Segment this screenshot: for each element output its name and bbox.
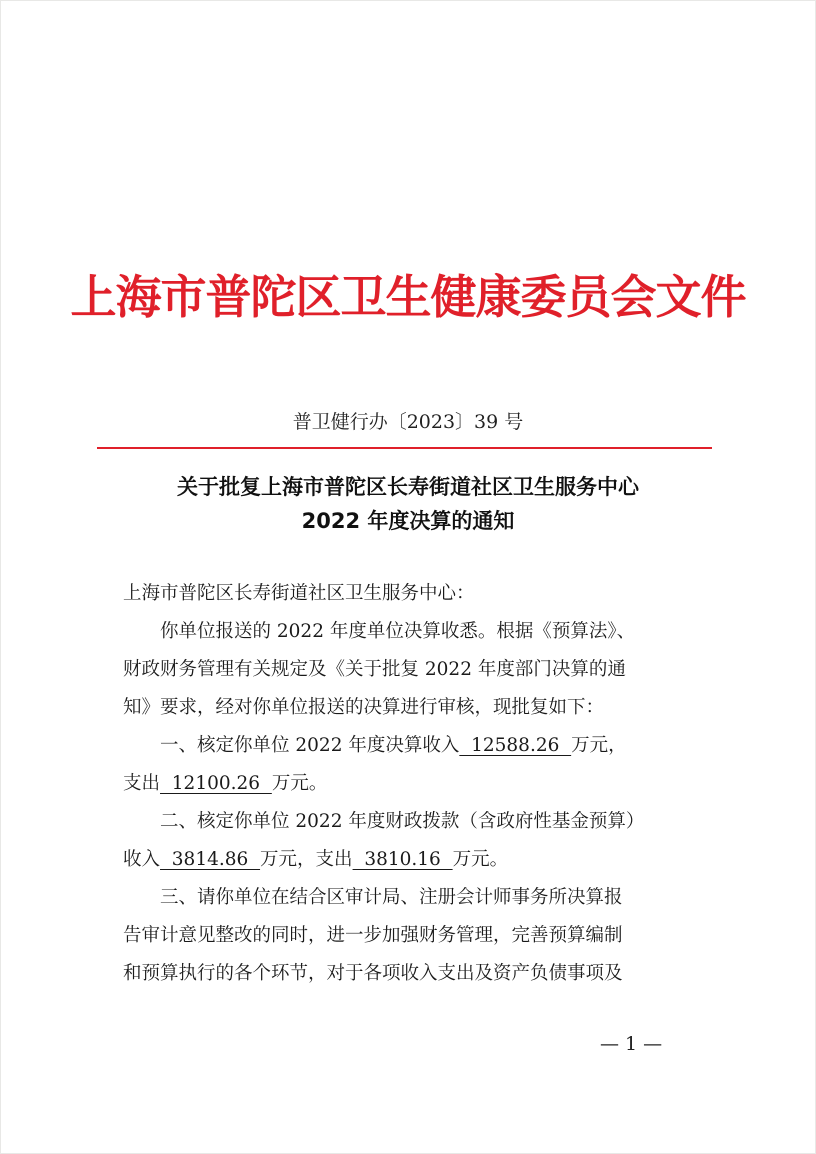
- paragraph-4-line-1: 三、请你单位在结合区审计局、注册会计师事务所决算报: [160, 887, 623, 908]
- paragraph-4-line-3: 和预算执行的各个环节，对于各项收入支出及资产负债事项及: [123, 963, 623, 984]
- red-divider: [97, 447, 712, 449]
- title-line-1: 关于批复上海市普陀区长寿街道社区卫生服务中心: [177, 475, 639, 499]
- paragraph-3-text-d: 万元。: [452, 849, 509, 870]
- paragraph-2-text-c: 支出: [123, 773, 161, 794]
- paragraph-2-text-b: 万元，: [571, 735, 627, 756]
- issuer-header: 上海市普陀区卫生健康委员会文件: [70, 270, 746, 324]
- total-expense-value: 12100.26: [160, 773, 272, 794]
- paragraph-3-line-2: [123, 841, 723, 879]
- paragraph-1-line-2: 财政财务管理有关规定及《关于批复 2022 年度部门决算的通: [123, 659, 626, 680]
- document-body: [123, 575, 723, 993]
- paragraph-3-line-1: 二、核定你单位 2022 年度财政拨款（含政府性基金预算）: [160, 811, 645, 832]
- paragraph-2-text-a: 一、核定你单位 2022 年度决算收入: [160, 735, 460, 756]
- paragraph-2-line-1: [123, 727, 723, 765]
- paragraph-1-line-1: 你单位报送的 2022 年度单位决算收悉。根据《预算法》、: [160, 621, 636, 642]
- page-number: — 1 —: [600, 1033, 663, 1055]
- paragraph-1-line-3: 知》要求，经对你单位报送的决算进行审核，现批复如下：: [123, 697, 605, 718]
- paragraph-4-line-2: 告审计意见整改的同时，进一步加强财务管理，完善预算编制: [123, 925, 623, 946]
- total-income-value: 12588.26: [459, 735, 572, 756]
- title-line-2: 2022 年度决算的通知: [301, 509, 515, 533]
- paragraph-3-text-c: 万元，支出: [260, 849, 353, 870]
- paragraph-2-line-2: [123, 765, 723, 803]
- document-number: 普卫健行办〔2023〕39 号: [292, 411, 524, 433]
- fiscal-expense-value: 3810.16: [352, 849, 453, 870]
- addressee: 上海市普陀区长寿街道社区卫生服务中心：: [123, 583, 475, 604]
- paragraph-3-text-b: 收入: [123, 849, 161, 870]
- document-title: [0, 470, 816, 538]
- paragraph-2-text-d: 万元。: [271, 773, 328, 794]
- fiscal-income-value: 3814.86: [160, 849, 261, 870]
